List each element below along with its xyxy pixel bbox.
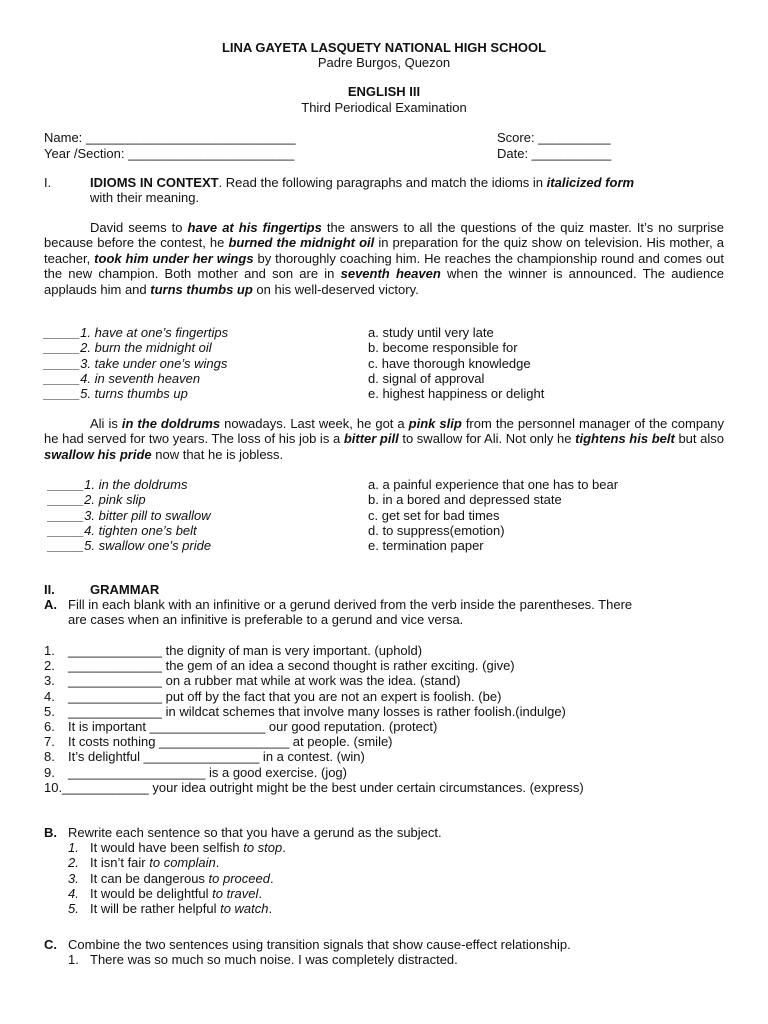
part-a-instruction-cont: are cases when an infinitive is preferable to a gerund and vice versa. bbox=[68, 612, 464, 627]
rewrite-item bbox=[90, 871, 274, 886]
school-address: Padre Burgos, Quezon bbox=[317, 55, 451, 70]
idiom-item: _____5. turns thumbs up bbox=[44, 386, 188, 402]
idiom-item: _____3. bitter pill to swallow bbox=[48, 507, 211, 523]
fill-in-item: _____________ in wildcat schemes that involve many losses is rather foolish.(indulge) bbox=[68, 703, 566, 719]
section1-instruction: IDIOMS IN CONTEXT. Read the following paragraphs and match the idioms in italicized form bbox=[90, 175, 635, 190]
idiom-phrase: tightens his belt bbox=[575, 431, 675, 447]
item-number: 1. bbox=[68, 840, 79, 855]
item-number: 10. bbox=[44, 779, 63, 795]
exam-title: Third Periodical Examination bbox=[301, 100, 467, 115]
year-section-field: Year /Section: _______________________ bbox=[44, 146, 295, 161]
paragraph-text: now that he is jobless. bbox=[151, 446, 284, 462]
meaning-item: e. highest happiness or delight bbox=[368, 386, 545, 402]
item-number: 5. bbox=[44, 703, 55, 719]
paragraph-text: by thoroughly coaching him. He reaches the championship round and comes out the new champion. Both mother and son are in bbox=[44, 250, 724, 282]
idiom-phrase: swallow his pride bbox=[44, 446, 152, 462]
sentence-text: . bbox=[269, 870, 274, 886]
paragraph-text: in preparation for the quiz show on television. His mother, a teacher, bbox=[44, 235, 724, 266]
idiom-item: _____1. have at one’s fingertips bbox=[44, 325, 229, 340]
section2-title: GRAMMAR bbox=[90, 582, 160, 597]
fill-in-item: ___________________ is a good exercise. (jog) bbox=[68, 764, 347, 780]
sentence-text: It isn’t fair bbox=[90, 855, 150, 871]
idiom-phrase: took him under her wings bbox=[94, 250, 254, 266]
part-a-label: A. bbox=[44, 597, 57, 612]
meaning-item: b. in a bored and depressed state bbox=[368, 492, 562, 508]
paragraph-text: when the winner is announced. The audience applauds him and bbox=[44, 266, 724, 297]
paragraph-text: David seems to bbox=[90, 220, 188, 235]
meaning-item: b. become responsible for bbox=[368, 340, 518, 356]
infinitive-phrase: to complain bbox=[149, 855, 216, 871]
sentence-text: It will be rather helpful bbox=[90, 901, 221, 917]
school-name: LINA GAYETA LASQUETY NATIONAL HIGH SCHOOL bbox=[221, 40, 547, 55]
name-field: Name: _____________________________ bbox=[44, 130, 296, 145]
meaning-item: a. study until very late bbox=[368, 325, 494, 340]
sentence-text: . bbox=[258, 885, 263, 901]
idiom-item: _____3. take under one’s wings bbox=[44, 355, 228, 371]
rewrite-item bbox=[90, 840, 286, 855]
idiom-phrase: burned the midnight oil bbox=[228, 235, 375, 251]
section1-title: IDIOMS IN CONTEXT bbox=[90, 175, 219, 190]
idiom-item: _____5. swallow one’s pride bbox=[48, 538, 212, 554]
part-b-label: B. bbox=[44, 825, 57, 840]
item-number: 9. bbox=[44, 764, 55, 780]
section2-number: II. bbox=[44, 582, 55, 597]
infinitive-phrase: to watch bbox=[220, 901, 269, 917]
infinitive-phrase: to stop bbox=[243, 840, 283, 855]
combine-item: There was so much so much noise. I was completely distracted. bbox=[90, 952, 458, 967]
item-number: 1. bbox=[68, 952, 79, 967]
sentence-text: . bbox=[268, 901, 273, 917]
part-b-instruction: Rewrite each sentence so that you have a gerund as the subject. bbox=[68, 825, 442, 840]
fill-in-item: It’s delightful ________________ in a contest. (win) bbox=[68, 749, 365, 765]
sentence-text: It would be delightful bbox=[90, 885, 213, 901]
fill-in-item: _____________ the gem of an idea a second thought is rather exciting. (give) bbox=[68, 658, 515, 674]
section1-instruction-cont: with their meaning. bbox=[90, 190, 200, 205]
paragraph-text: to swallow for Ali. Not only he bbox=[398, 431, 576, 447]
paragraph-text: nowadays. Last week, he got a bbox=[220, 416, 409, 431]
idiom-phrase: pink slip bbox=[408, 416, 462, 431]
sentence-text: . bbox=[282, 840, 286, 855]
fill-in-item: _____________ on a rubber mat while at work was the idea. (stand) bbox=[68, 673, 461, 689]
paragraph-text: from the personnel manager of the company he had served for two years. The loss of his job is a bbox=[44, 416, 725, 447]
meaning-item: c. get set for bad times bbox=[368, 507, 500, 523]
subject-title: ENGLISH III bbox=[347, 84, 421, 99]
item-number: 3. bbox=[44, 673, 55, 689]
meaning-item: d. signal of approval bbox=[368, 370, 485, 386]
sentence-text: It can be dangerous bbox=[90, 870, 209, 886]
item-number: 2. bbox=[44, 658, 55, 674]
item-number: 4. bbox=[68, 885, 79, 901]
paragraph-text: Ali is bbox=[90, 416, 122, 431]
paragraph-text: on his well-deserved victory. bbox=[252, 281, 419, 297]
idiom-phrase: turns thumbs up bbox=[150, 281, 253, 297]
item-number: 8. bbox=[44, 749, 55, 765]
item-number: 1. bbox=[44, 643, 55, 658]
item-number: 2. bbox=[68, 855, 79, 871]
paragraph-david bbox=[44, 220, 724, 297]
infinitive-phrase: to travel bbox=[212, 885, 259, 901]
part-c-label: C. bbox=[44, 937, 57, 952]
item-number: 4. bbox=[44, 688, 55, 704]
paragraph-text: but also bbox=[674, 431, 724, 447]
fill-in-item: _____________ put off by the fact that you are not an expert is foolish. (be) bbox=[68, 688, 502, 704]
paragraph-ali bbox=[44, 416, 724, 462]
meaning-item: c. have thorough knowledge bbox=[368, 355, 531, 371]
idiom-item: _____2. pink slip bbox=[48, 492, 146, 508]
idiom-item: _____4. in seventh heaven bbox=[44, 370, 201, 386]
rewrite-item bbox=[90, 901, 272, 916]
fill-in-item: It is important ________________ our good reputation. (protect) bbox=[68, 719, 438, 734]
fill-in-item: It costs nothing __________________ at people. (smile) bbox=[68, 734, 393, 750]
infinitive-phrase: to proceed bbox=[208, 870, 270, 886]
rewrite-item bbox=[90, 886, 262, 901]
item-number: 3. bbox=[68, 870, 79, 886]
part-a-instruction: Fill in each blank with an infinitive or a gerund derived from the verb inside the parentheses. There bbox=[68, 597, 633, 612]
meaning-item: e. termination paper bbox=[368, 538, 484, 554]
idiom-phrase: bitter pill bbox=[343, 431, 399, 447]
section1-number: I. bbox=[44, 175, 52, 190]
idiom-phrase: seventh heaven bbox=[340, 266, 441, 282]
sentence-text: . bbox=[215, 855, 220, 871]
idiom-item: _____4. tighten one’s belt bbox=[48, 522, 197, 538]
sentence-text: It would have been selfish bbox=[90, 840, 244, 855]
paragraph-text: the answers to all the questions of the quiz master. It’s no surprise because before the contest, he bbox=[44, 220, 724, 251]
part-c-instruction: Combine the two sentences using transition signals that show cause-effect relationship. bbox=[68, 937, 571, 952]
idiom-phrase: in the doldrums bbox=[121, 416, 221, 431]
item-number: 6. bbox=[44, 719, 55, 734]
score-field: Score: __________ bbox=[497, 130, 611, 145]
meaning-item: d. to suppress(emotion) bbox=[368, 522, 505, 538]
item-number: 5. bbox=[68, 901, 79, 917]
fill-in-item: _____________ the dignity of man is very important. (uphold) bbox=[68, 643, 423, 658]
idiom-phrase: have at his fingertips bbox=[187, 220, 322, 235]
meaning-item: a. a painful experience that one has to bear bbox=[368, 477, 619, 492]
fill-in-item: ____________ your idea outright might be the best under certain circumstances. (express) bbox=[62, 779, 584, 795]
date-field: Date: ___________ bbox=[497, 146, 612, 161]
idiom-item: _____2. burn the midnight oil bbox=[44, 340, 212, 356]
rewrite-item bbox=[90, 855, 219, 870]
item-number: 7. bbox=[44, 734, 55, 750]
idiom-item: _____1. in the doldrums bbox=[48, 477, 188, 492]
